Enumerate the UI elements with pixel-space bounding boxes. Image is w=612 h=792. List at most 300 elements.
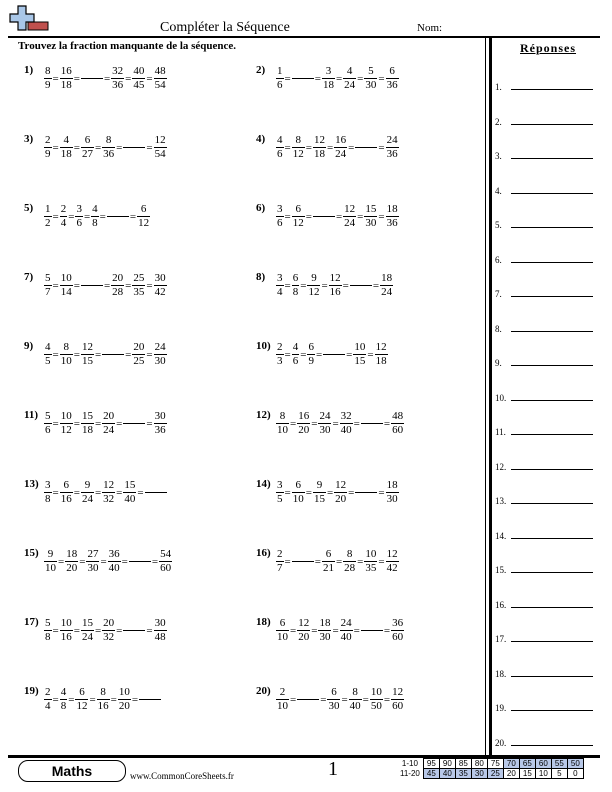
- denominator: 10: [60, 355, 72, 367]
- score-cell: 65: [519, 759, 535, 769]
- fraction: [65, 548, 78, 575]
- header-divider: [8, 36, 600, 38]
- numerator: 6: [331, 686, 337, 698]
- score-cell: 80: [471, 759, 487, 769]
- fraction: [313, 134, 326, 161]
- numerator: [371, 617, 373, 630]
- equals-sign: =: [52, 348, 59, 361]
- denominator: 28: [112, 286, 124, 298]
- fraction: [318, 410, 331, 437]
- fraction: [132, 272, 145, 299]
- answer-blank[interactable]: [511, 676, 593, 677]
- denominator: [292, 561, 314, 575]
- denominator: 24: [381, 286, 393, 298]
- fraction-sequence: [44, 203, 150, 230]
- numerator: [133, 134, 135, 147]
- numerator: 16: [60, 65, 72, 77]
- fraction: [391, 410, 404, 437]
- answer-blank[interactable]: [511, 538, 593, 539]
- answer-number: 9.: [495, 358, 502, 368]
- missing-fraction: [313, 203, 335, 230]
- numerator: 18: [319, 617, 331, 629]
- equals-sign: =: [335, 72, 343, 85]
- numerator: 40: [133, 65, 145, 77]
- equals-sign: =: [94, 624, 102, 637]
- missing-fraction: [123, 410, 145, 437]
- answer-number: 16.: [495, 599, 507, 610]
- fraction-sequence: [44, 134, 167, 161]
- denominator: 2: [45, 217, 51, 229]
- numerator: [371, 410, 373, 423]
- fraction: [340, 410, 353, 437]
- equals-sign: =: [353, 417, 360, 430]
- equals-sign: =: [335, 210, 343, 223]
- missing-fraction: [129, 548, 151, 575]
- denominator: 16: [329, 286, 341, 298]
- missing-fraction: [361, 410, 383, 437]
- denominator: 30: [386, 493, 398, 505]
- denominator: [355, 492, 377, 506]
- equals-sign: =: [116, 141, 123, 154]
- fraction: [276, 65, 284, 92]
- numerator: 10: [60, 617, 72, 629]
- numerator: 3: [76, 203, 82, 215]
- equals-sign: =: [284, 210, 291, 223]
- equals-sign: =: [348, 141, 355, 154]
- numerator: 3: [277, 203, 283, 215]
- equals-sign: =: [146, 279, 153, 292]
- answer-row: [495, 527, 595, 541]
- numerator: [117, 203, 119, 216]
- problem-number: 19): [24, 685, 39, 697]
- denominator: [129, 561, 151, 575]
- denominator: [350, 285, 372, 299]
- numerator: 6: [279, 617, 286, 629]
- equals-sign: =: [357, 210, 364, 223]
- denominator: 5: [45, 355, 51, 367]
- numerator: 2: [279, 686, 286, 698]
- score-range-label: 1-10: [401, 759, 418, 768]
- answer-number: 10.: [495, 392, 507, 403]
- answer-row: [495, 734, 595, 748]
- answer-row: [495, 251, 595, 265]
- answer-number: 13.: [495, 496, 507, 506]
- numerator: [112, 341, 114, 354]
- numerator: [133, 617, 135, 630]
- denominator: 10: [292, 493, 304, 505]
- fraction: [154, 134, 167, 161]
- numerator: 8: [100, 686, 106, 698]
- numerator: 8: [105, 134, 112, 146]
- denominator: 36: [103, 148, 115, 160]
- denominator: 9: [45, 79, 51, 91]
- problem-number: 17): [24, 616, 39, 628]
- denominator: 10: [277, 424, 288, 436]
- answer-row: [495, 285, 595, 299]
- denominator: [123, 423, 145, 437]
- equals-sign: =: [367, 348, 374, 361]
- equals-sign: =: [372, 279, 380, 292]
- answer-blank[interactable]: [511, 607, 593, 608]
- answer-blank[interactable]: [511, 262, 593, 263]
- fraction: [118, 686, 131, 713]
- fraction: [86, 548, 99, 575]
- numerator: 3: [277, 479, 283, 491]
- fraction: [318, 617, 331, 644]
- answer-row: [495, 216, 595, 230]
- equals-sign: =: [94, 141, 102, 154]
- numerator: 20: [103, 410, 115, 422]
- answer-blank[interactable]: [511, 503, 593, 504]
- denominator: 50: [370, 700, 382, 712]
- score-cell: 15: [519, 769, 535, 779]
- fraction: [276, 203, 284, 230]
- fraction-sequence: [44, 479, 167, 506]
- answer-row: [495, 113, 595, 127]
- denominator: 40: [108, 562, 120, 574]
- numerator: [133, 410, 135, 423]
- name-label: Nom:: [417, 22, 443, 34]
- denominator: 24: [344, 217, 356, 229]
- denominator: [145, 492, 167, 506]
- numerator: 30: [154, 272, 166, 284]
- equals-sign: =: [129, 210, 137, 223]
- denominator: 20: [298, 424, 310, 436]
- problem-number: 14): [256, 478, 271, 490]
- numerator: 12: [386, 548, 398, 560]
- denominator: 6: [277, 79, 283, 91]
- answer-number: 20.: [495, 737, 507, 748]
- website-link[interactable]: www.CommonCoreSheets.fr: [130, 771, 234, 781]
- numerator: 24: [319, 410, 331, 422]
- denominator: 40: [124, 493, 136, 505]
- problem-number: 3): [24, 133, 34, 145]
- numerator: 4: [346, 65, 353, 77]
- numerator: 12: [335, 479, 347, 491]
- equals-sign: =: [52, 486, 59, 499]
- denominator: 5: [277, 493, 283, 505]
- score-cell: 95: [423, 759, 439, 769]
- denominator: 60: [160, 562, 172, 574]
- denominator: [81, 78, 103, 92]
- fraction: [322, 65, 335, 92]
- answer-row: [495, 561, 595, 575]
- answer-blank[interactable]: [511, 469, 593, 470]
- fraction: [60, 272, 73, 299]
- numerator: [360, 272, 362, 285]
- missing-fraction: [123, 134, 145, 161]
- fraction: [108, 548, 121, 575]
- equals-sign: =: [284, 72, 291, 85]
- fraction: [44, 686, 52, 713]
- denominator: 60: [392, 700, 404, 712]
- denominator: 18: [322, 79, 334, 91]
- equals-sign: =: [357, 555, 364, 568]
- fraction-sequence: [276, 272, 393, 299]
- denominator: [81, 285, 103, 299]
- equals-sign: =: [290, 417, 297, 430]
- numerator: [91, 65, 93, 78]
- fraction: [313, 479, 326, 506]
- denominator: 18: [81, 424, 93, 436]
- equals-sign: =: [378, 555, 385, 568]
- fraction: [276, 341, 284, 368]
- denominator: 42: [386, 562, 398, 574]
- denominator: 3: [277, 355, 283, 367]
- equals-sign: =: [99, 210, 106, 223]
- score-cell: 85: [455, 759, 471, 769]
- answer-blank[interactable]: [511, 434, 593, 435]
- score-table: [398, 758, 584, 779]
- denominator: 30: [154, 355, 166, 367]
- fraction-sequence: [276, 479, 399, 506]
- equals-sign: =: [52, 279, 59, 292]
- fraction: [343, 548, 356, 575]
- fraction: [370, 686, 383, 713]
- denominator: 10: [277, 700, 288, 712]
- fraction-sequence: [44, 272, 167, 299]
- fraction-sequence: [276, 341, 388, 368]
- numerator: 20: [133, 341, 145, 353]
- fraction: [44, 65, 52, 92]
- problem-number: 15): [24, 547, 39, 559]
- answer-blank[interactable]: [511, 745, 593, 746]
- fraction: [81, 134, 94, 161]
- answer-number: 2.: [495, 116, 502, 127]
- fraction: [307, 341, 315, 368]
- fraction: [44, 341, 52, 368]
- answer-blank[interactable]: [511, 331, 593, 332]
- equals-sign: =: [83, 210, 91, 223]
- denominator: 35: [365, 562, 377, 574]
- denominator: 36: [112, 79, 124, 91]
- answer-blank[interactable]: [511, 227, 593, 228]
- denominator: 25: [133, 355, 145, 367]
- answer-number: 19.: [495, 703, 507, 713]
- equals-sign: =: [378, 72, 385, 85]
- equals-sign: =: [73, 279, 80, 292]
- column-divider-thin: [485, 37, 486, 755]
- missing-fraction: [355, 479, 377, 506]
- equals-sign: =: [332, 624, 339, 637]
- numerator: 15: [81, 410, 93, 422]
- numerator: 2: [45, 134, 51, 146]
- denominator: 4: [277, 286, 283, 298]
- numerator: [365, 479, 367, 492]
- answer-blank[interactable]: [511, 193, 593, 194]
- equals-sign: =: [52, 210, 59, 223]
- numerator: 9: [316, 479, 323, 491]
- fraction-sequence: [44, 617, 167, 644]
- numerator: 18: [386, 479, 398, 491]
- score-cell: 20: [503, 769, 519, 779]
- equals-sign: =: [320, 693, 327, 706]
- denominator: [297, 699, 319, 713]
- numerator: 1: [45, 203, 51, 215]
- fraction: [329, 272, 342, 299]
- denominator: 12: [138, 217, 150, 229]
- fraction: [102, 410, 115, 437]
- fraction: [44, 479, 52, 506]
- problem-number: 12): [256, 409, 271, 421]
- equals-sign: =: [305, 210, 312, 223]
- fraction: [60, 203, 68, 230]
- fraction: [292, 134, 305, 161]
- answer-blank[interactable]: [511, 572, 593, 573]
- score-row: [398, 769, 583, 779]
- fraction: [343, 65, 356, 92]
- score-cell: 50: [567, 759, 583, 769]
- denominator: 24: [81, 631, 93, 643]
- column-divider-thick: [489, 37, 492, 755]
- instructions: Trouvez la fraction manquante de la séquence.: [18, 40, 237, 52]
- equals-sign: =: [146, 417, 153, 430]
- missing-fraction: [123, 617, 145, 644]
- numerator: 15: [81, 617, 93, 629]
- missing-fraction: [81, 272, 103, 299]
- answer-blank[interactable]: [511, 400, 593, 401]
- equals-sign: =: [100, 555, 107, 568]
- equals-sign: =: [305, 141, 312, 154]
- missing-fraction: [145, 479, 167, 506]
- denominator: 15: [313, 493, 325, 505]
- answer-row: [495, 699, 595, 713]
- answer-number: 5.: [495, 220, 502, 230]
- fraction: [292, 341, 300, 368]
- problem-number: 20): [256, 685, 271, 697]
- equals-sign: =: [346, 348, 353, 361]
- fraction: [154, 65, 167, 92]
- equals-sign: =: [284, 348, 291, 361]
- numerator: 15: [365, 203, 377, 215]
- equals-sign: =: [52, 624, 59, 637]
- numerator: 3: [277, 272, 283, 284]
- denominator: 6: [277, 217, 283, 229]
- answer-blank[interactable]: [511, 710, 593, 711]
- equals-sign: =: [73, 417, 80, 430]
- denominator: 32: [103, 493, 115, 505]
- denominator: [107, 216, 129, 230]
- denominator: 60: [392, 631, 404, 643]
- denominator: 10: [45, 562, 56, 574]
- equals-sign: =: [378, 210, 385, 223]
- fraction: [353, 341, 366, 368]
- denominator: 6: [45, 424, 51, 436]
- denominator: 6: [76, 217, 82, 229]
- numerator: 4: [277, 134, 283, 146]
- fraction: [349, 686, 362, 713]
- fraction-sequence: [44, 341, 167, 368]
- denominator: 7: [45, 286, 51, 298]
- denominator: 20: [66, 562, 78, 574]
- numerator: 48: [154, 65, 166, 77]
- numerator: 12: [375, 341, 387, 353]
- fraction: [154, 341, 167, 368]
- problem-number: 8): [256, 271, 266, 283]
- answer-blank[interactable]: [511, 641, 593, 642]
- numerator: 9: [84, 479, 91, 491]
- score-cell: 70: [503, 759, 519, 769]
- numerator: 1: [277, 65, 283, 77]
- denominator: 16: [97, 700, 109, 712]
- missing-fraction: [355, 134, 377, 161]
- denominator: 54: [154, 148, 166, 160]
- plus-logo-icon: [8, 4, 50, 40]
- fraction: [44, 617, 52, 644]
- numerator: [323, 203, 325, 216]
- equals-sign: =: [146, 141, 153, 154]
- equals-sign: =: [342, 279, 349, 292]
- equals-sign: =: [378, 141, 385, 154]
- missing-fraction: [81, 65, 103, 92]
- score-range-label: 11-20: [400, 769, 420, 778]
- fraction: [292, 479, 305, 506]
- denominator: 40: [340, 631, 352, 643]
- answer-blank[interactable]: [511, 296, 593, 297]
- numerator: 6: [295, 479, 301, 491]
- denominator: 6: [277, 148, 283, 160]
- answer-blank[interactable]: [511, 89, 593, 90]
- missing-fraction: [361, 617, 383, 644]
- numerator: 48: [392, 410, 404, 422]
- numerator: 8: [63, 341, 69, 353]
- denominator: 10: [277, 631, 288, 643]
- fraction: [60, 479, 73, 506]
- numerator: 2: [277, 341, 283, 353]
- fraction: [111, 272, 124, 299]
- denominator: 24: [344, 79, 356, 91]
- fraction: [386, 65, 399, 92]
- denominator: 18: [60, 148, 72, 160]
- fraction: [307, 272, 320, 299]
- fraction: [334, 134, 347, 161]
- answer-blank[interactable]: [511, 158, 593, 159]
- equals-sign: =: [52, 72, 59, 85]
- fraction: [276, 479, 284, 506]
- denominator: 30: [319, 631, 331, 643]
- denominator: [313, 216, 335, 230]
- answer-number: 11.: [495, 427, 506, 437]
- fraction: [81, 341, 94, 368]
- answer-number: 6.: [495, 254, 502, 265]
- equals-sign: =: [284, 141, 291, 154]
- score-cell: 60: [535, 759, 551, 769]
- numerator: 15: [124, 479, 136, 491]
- equals-sign: =: [362, 693, 369, 706]
- denominator: 8: [92, 217, 98, 229]
- fraction: [102, 134, 115, 161]
- fraction: [386, 203, 399, 230]
- score-cell: 55: [551, 759, 567, 769]
- denominator: [355, 147, 377, 161]
- numerator: 16: [298, 410, 310, 422]
- fraction-sequence: [44, 686, 161, 713]
- answer-blank[interactable]: [511, 365, 593, 366]
- problem-number: 7): [24, 271, 34, 283]
- fraction: [44, 134, 52, 161]
- equals-sign: =: [52, 417, 59, 430]
- fraction: [60, 410, 73, 437]
- fraction: [380, 272, 393, 299]
- fraction: [386, 548, 399, 575]
- score-cell: 40: [439, 769, 455, 779]
- fraction: [276, 272, 284, 299]
- denominator: [102, 354, 124, 368]
- numerator: 12: [392, 686, 404, 698]
- equals-sign: =: [131, 693, 139, 706]
- denominator: [139, 699, 161, 713]
- answer-blank[interactable]: [511, 124, 593, 125]
